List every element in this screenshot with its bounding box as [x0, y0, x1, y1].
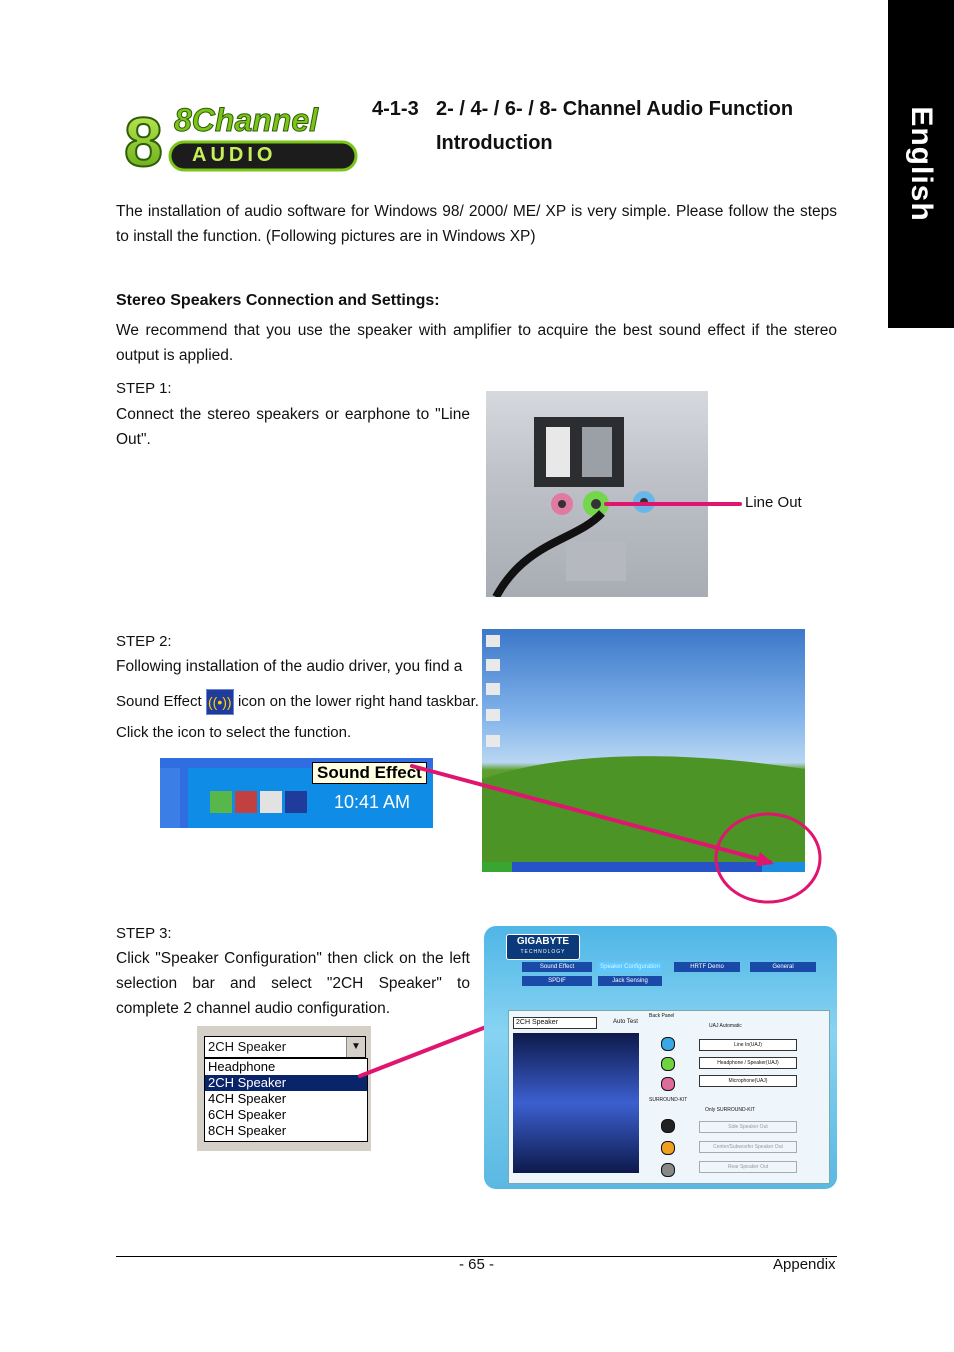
- tray-icons: [210, 791, 310, 817]
- taskbar-pointer-line: [408, 762, 778, 872]
- step2-line1: Following installation of the audio driver, you find a: [116, 658, 463, 675]
- step2-sound-effect-text: Sound Effect: [116, 693, 202, 710]
- tab-sound-effect[interactable]: Sound Effect: [522, 962, 592, 972]
- svg-text:8: 8: [124, 104, 163, 176]
- step2-taskbar-text: icon on the lower right hand taskbar.: [237, 693, 479, 710]
- speaker-dropdown-screenshot: [197, 1026, 371, 1151]
- jack-label: Headphone / Speaker(UAJ): [699, 1057, 797, 1069]
- step2-line3: Click the icon to select the function.: [116, 724, 352, 741]
- room-preview: [513, 1033, 639, 1173]
- side-language-tab: [888, 0, 954, 328]
- gigabyte-audio-software-screenshot: [484, 926, 837, 1189]
- software-content-area: [508, 1010, 830, 1184]
- tab-jack-sensing[interactable]: Jack Sensing: [598, 976, 662, 986]
- io-panel-photo: [486, 391, 708, 597]
- tab-speaker-configuration[interactable]: Speaker Configuration: [598, 962, 662, 972]
- tab-spdif[interactable]: SPDIF: [522, 976, 592, 986]
- page-number: - 65 -: [459, 1256, 495, 1273]
- gigabyte-brand-sub: TECHNOLOGY: [520, 949, 566, 955]
- speaker-option[interactable]: 8CH Speaker: [208, 1123, 287, 1138]
- tab-general[interactable]: General: [750, 962, 816, 972]
- jack-label: Center/Subwoofer Speaker Out: [699, 1141, 797, 1153]
- speaker-select-value: 2CH Speaker: [208, 1039, 287, 1054]
- chevron-down-icon[interactable]: ▼: [346, 1037, 365, 1057]
- jack-label: Line In(UAJ): [699, 1039, 797, 1051]
- step1-text: Connect the stereo speakers or earphone to "Line Out".: [116, 406, 470, 448]
- surround-option[interactable]: Only SURROUND-KIT: [705, 1107, 756, 1113]
- taskbar-zoom-screenshot: [160, 758, 433, 828]
- channel-audio-logo: [122, 104, 358, 176]
- line-out-callout: Line Out: [745, 494, 802, 511]
- step2-line2: [116, 689, 479, 715]
- line-out-pointer: [604, 498, 744, 510]
- logo-audio-text: AUDIO: [192, 144, 277, 166]
- surround-kit-label: SURROUND-KIT: [649, 1097, 688, 1103]
- section-number: 4-1-3: [372, 98, 419, 120]
- taskbar-clock: 10:41 AM: [334, 792, 411, 812]
- tab-hrtf-demo[interactable]: HRTF Demo: [674, 962, 740, 972]
- software-speaker-select[interactable]: 2CH Speaker: [513, 1017, 597, 1029]
- speaker-option[interactable]: Headphone: [208, 1059, 276, 1074]
- intro-paragraph: The installation of audio software for Windows 98/ 2000/ ME/ XP is very simple. Please follow the steps to install the function. (Following pictures are in Windows XP): [116, 203, 837, 245]
- footer-section: Appendix: [773, 1256, 836, 1273]
- speaker-select-box[interactable]: [204, 1036, 366, 1058]
- gigabyte-brand: GIGABYTE: [516, 936, 570, 947]
- jack-label: Microphone(UAJ): [699, 1075, 797, 1087]
- sound-effect-tooltip: Sound Effect: [312, 762, 427, 784]
- side-tab-label: English: [905, 106, 938, 222]
- back-panel-option[interactable]: UAJ Automatic: [709, 1023, 742, 1029]
- gigabyte-brand-badge: [506, 934, 580, 960]
- jack-label: Side Speaker Out: [699, 1121, 797, 1133]
- back-panel-label: Back Panel: [649, 1013, 675, 1019]
- speaker-option[interactable]: 4CH Speaker: [208, 1091, 287, 1106]
- step2-label: STEP 2:: [116, 633, 172, 650]
- logo-channel-text: 8Channel: [174, 102, 319, 138]
- jack-icons: [661, 1037, 675, 1177]
- jack-label: Rear Speaker Out: [699, 1161, 797, 1173]
- stereo-heading: Stereo Speakers Connection and Settings:: [116, 292, 440, 309]
- auto-test-label[interactable]: Auto Test: [613, 1019, 638, 1025]
- step1-label: STEP 1:: [116, 380, 172, 397]
- section-title-line1: 2- / 4- / 6- / 8- Channel Audio Function: [436, 98, 794, 120]
- step3-text: Click "Speaker Configuration" then click on the left selection bar and select "2CH Speaker" to complete 2 channel audio configuration.: [116, 950, 470, 1017]
- speaker-option[interactable]: 2CH Speaker: [205, 1075, 367, 1091]
- section-title-line2: Introduction: [436, 132, 553, 154]
- step3-label: STEP 3:: [116, 925, 172, 942]
- stereo-paragraph: We recommend that you use the speaker with amplifier to acquire the best sound effect if the stereo output is applied.: [116, 322, 837, 364]
- sound-effect-icon: ((•)): [206, 689, 234, 715]
- speaker-options-list: [204, 1058, 368, 1142]
- software-tab-bar: [522, 962, 822, 990]
- speaker-option[interactable]: 6CH Speaker: [208, 1107, 287, 1122]
